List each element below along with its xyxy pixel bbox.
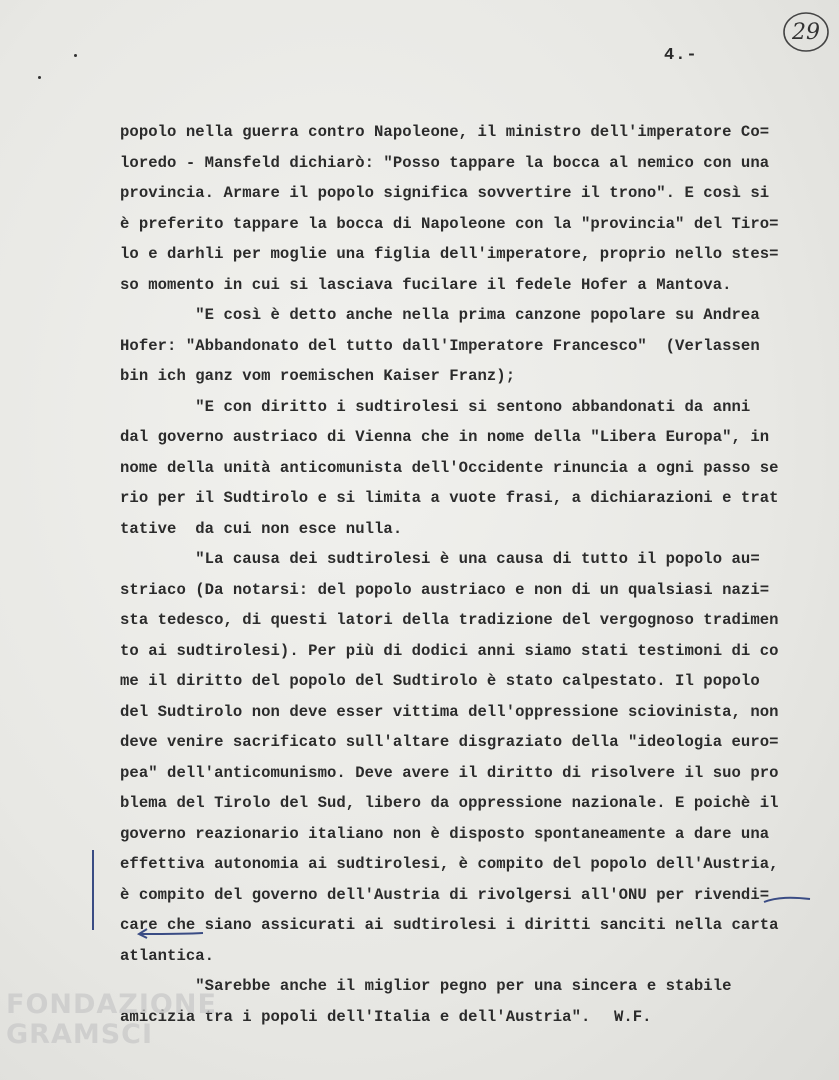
text-line: striaco (Da notarsi: del popolo austriaco e non di un qualsiasi nazi= xyxy=(120,580,770,599)
ink-speck xyxy=(74,54,77,57)
text-line: Hofer: "Abbandonato del tutto dall'Imperatore Francesco" (Verlassen xyxy=(120,336,760,355)
text-line: bin ich ganz vom roemischen Kaiser Franz); xyxy=(120,367,516,385)
text-line: è compito del governo dell'Austria di rivolgersi all'ONU per rivendi= xyxy=(120,885,770,904)
text-line: effettiva autonomia ai sudtirolesi, è compito del popolo dell'Austria, xyxy=(120,855,779,873)
text-line: "E con diritto i sudtirolesi si sentono abbandonati da anni xyxy=(120,397,751,416)
text-line: sta tedesco, di questi latori della tradizione del vergognoso tradimen xyxy=(120,611,779,629)
signature-initials: W.F. xyxy=(614,1008,652,1026)
ink-speck xyxy=(38,76,41,79)
text-line: nome della unità anticomunista dell'Occidente rinuncia a ogni passo se xyxy=(120,458,779,477)
text-line: loredo - Mansfeld dichiarò: "Posso tappare la bocca al nemico con una xyxy=(120,153,770,172)
text-line: amicizia tra i popoli dell'Italia e dell'Austria". xyxy=(120,1007,591,1026)
text-line: me il diritto del popolo del Sudtirolo è stato calpestato. Il popolo xyxy=(120,672,760,690)
page-number: 4.- xyxy=(664,46,698,65)
text-line: "La causa dei sudtirolesi è una causa di tutto il popolo au= xyxy=(120,550,760,568)
text-line: "E così è detto anche nella prima canzone popolare su Andrea xyxy=(120,306,760,324)
text-line: so momento in cui si lasciava fucilare il fedele Hofer a Mantova. xyxy=(120,275,732,294)
text-line: pea" dell'anticomunismo. Deve avere il diritto di risolvere il suo pro xyxy=(120,763,779,782)
text-line: popolo nella guerra contro Napoleone, il ministro dell'imperatore Co= xyxy=(120,123,770,141)
margin-annotation-bar xyxy=(92,850,94,930)
archive-number: 29 xyxy=(792,19,820,45)
text-line: è preferito tappare la bocca di Napoleone con la "provincia" del Tiro= xyxy=(120,214,779,233)
text-line: care che siano assicurati ai sudtirolesi i diritti sanciti nella carta xyxy=(120,916,779,934)
text-line: "Sarebbe anche il miglior pegno per una sincera e stabile xyxy=(120,977,732,995)
text-line: blema del Tirolo del Sud, libero da oppressione nazionale. E poichè il xyxy=(120,794,779,812)
text-line: governo reazionario italiano non è disposto spontaneamente a dare una xyxy=(120,824,770,843)
text-line: to ai sudtirolesi). Per più di dodici anni siamo stati testimoni di co xyxy=(120,641,779,660)
underline-annotation-icon xyxy=(762,893,812,907)
text-line: tative da cui non esce nulla. xyxy=(120,519,403,538)
arrow-annotation-icon xyxy=(135,925,205,941)
archive-watermark xyxy=(6,990,217,1050)
typed-body xyxy=(120,117,820,1032)
text-line: deve venire sacrificato sull'altare disgraziato della "ideologia euro= xyxy=(120,733,779,751)
watermark-line: GRAMSCI xyxy=(6,1019,154,1050)
text-line: dal governo austriaco di Vienna che in nome della "Libera Europa", in xyxy=(120,428,770,446)
watermark-line: FONDAZIONE xyxy=(6,989,217,1020)
text-line: atlantica. xyxy=(120,946,215,965)
text-line: provincia. Armare il popolo significa sovvertire il trono". E così si xyxy=(120,184,770,202)
text-line: del Sudtirolo non deve esser vittima dell'oppressione sciovinista, non xyxy=(120,702,779,721)
text-line: lo e darhli per moglie una figlia dell'imperatore, proprio nello stes= xyxy=(120,245,779,263)
text-line: rio per il Sudtirolo e si limita a vuote frasi, a dichiarazioni e trat xyxy=(120,489,779,507)
